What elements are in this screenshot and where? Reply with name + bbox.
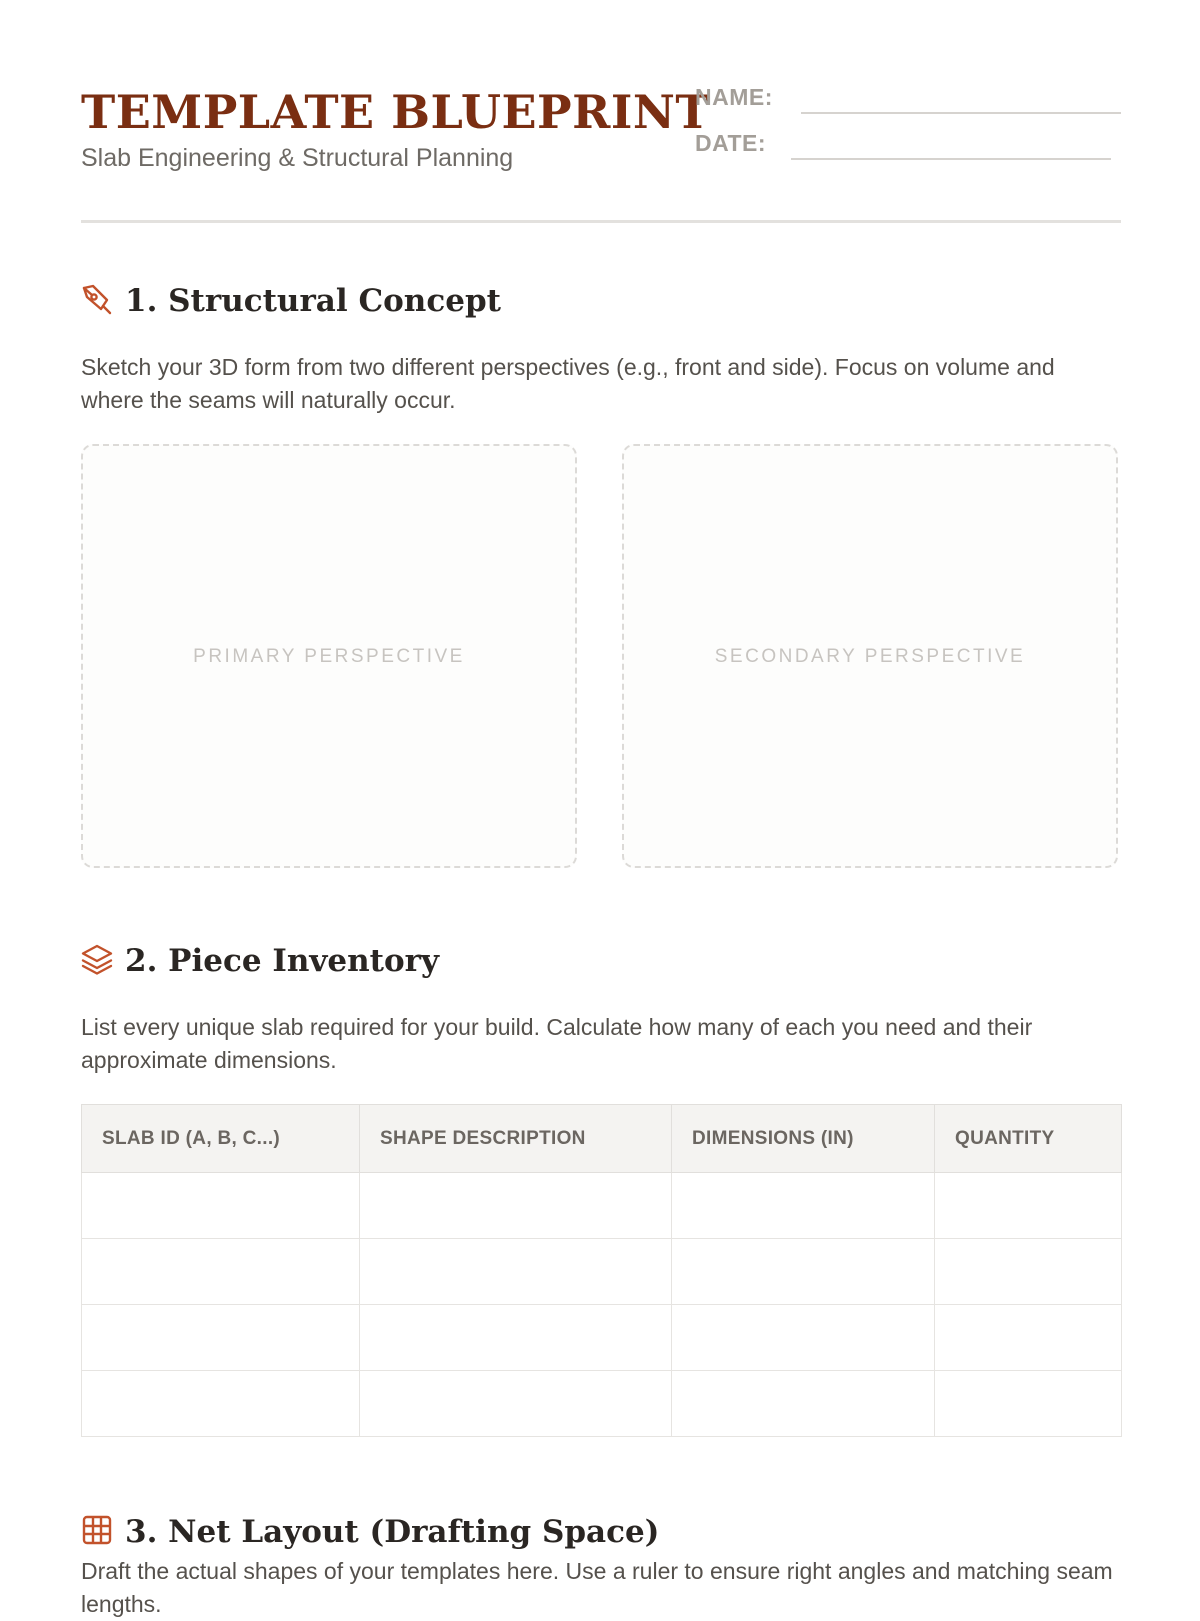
table-header-row: [82, 1105, 1122, 1173]
header: [81, 84, 1121, 224]
section-title-text: 1. Structural Concept: [125, 283, 501, 319]
table-cell[interactable]: [82, 1173, 360, 1239]
name-label: NAME:: [695, 84, 773, 110]
page-subtitle: Slab Engineering & Structural Planning: [81, 144, 514, 172]
section-title-text: 2. Piece Inventory: [125, 943, 440, 979]
page-title: TEMPLATE BLUEPRINT: [81, 85, 711, 139]
table-cell[interactable]: [672, 1371, 935, 1437]
column-header-quantity: QUANTITY: [935, 1105, 1122, 1173]
table-cell[interactable]: [935, 1239, 1122, 1305]
table-cell[interactable]: [82, 1239, 360, 1305]
table-cell[interactable]: [672, 1173, 935, 1239]
section-net-layout-title: [81, 1512, 659, 1552]
table-cell[interactable]: [935, 1371, 1122, 1437]
column-header-shape-description: SHAPE DESCRIPTION: [360, 1105, 672, 1173]
section-piece-inventory-description: List every unique slab required for your build. Calculate how many of each you need and their approximate dimensions.: [81, 1014, 1033, 1073]
primary-perspective-label: PRIMARY PERSPECTIVE: [193, 646, 465, 667]
piece-inventory-table: [81, 1104, 1122, 1437]
section-structural-concept-description: Sketch your 3D form from two different perspectives (e.g., front and side). Focus on volume and where the seams will naturally occur.: [81, 354, 1055, 413]
column-header-dimensions: DIMENSIONS (IN): [672, 1105, 935, 1173]
section-net-layout-description: Draft the actual shapes of your templates here. Use a ruler to ensure right angles and matching seam lengths.: [81, 1558, 1113, 1617]
table-cell[interactable]: [360, 1239, 672, 1305]
date-field[interactable]: [695, 130, 1121, 160]
pen-nib-icon: [81, 283, 113, 315]
table-cell[interactable]: [82, 1305, 360, 1371]
grid-icon: [81, 1514, 113, 1546]
section-title-text: 3. Net Layout (Drafting Space): [125, 1514, 660, 1550]
table-cell[interactable]: [672, 1239, 935, 1305]
table-cell[interactable]: [935, 1173, 1122, 1239]
table-row: [82, 1305, 1122, 1371]
date-label: DATE:: [695, 130, 767, 156]
primary-perspective-box[interactable]: [81, 444, 577, 868]
secondary-perspective-label: SECONDARY PERSPECTIVE: [714, 646, 1026, 667]
table-cell[interactable]: [672, 1305, 935, 1371]
layers-icon: [81, 943, 113, 975]
header-divider: [81, 220, 1121, 223]
table-cell[interactable]: [360, 1305, 672, 1371]
section-structural-concept-title: [81, 281, 501, 321]
name-line[interactable]: [801, 112, 1121, 114]
secondary-perspective-box[interactable]: [622, 444, 1118, 868]
table-row: [82, 1239, 1122, 1305]
column-header-slab-id: SLAB ID (A, B, C...): [82, 1105, 360, 1173]
table-cell[interactable]: [360, 1371, 672, 1437]
table-row: [82, 1173, 1122, 1239]
table-row: [82, 1371, 1122, 1437]
name-field[interactable]: [695, 84, 1121, 114]
table-cell[interactable]: [360, 1173, 672, 1239]
table-cell[interactable]: [82, 1371, 360, 1437]
table-cell[interactable]: [935, 1305, 1122, 1371]
section-piece-inventory-title: [81, 941, 439, 981]
date-line[interactable]: [791, 158, 1111, 160]
